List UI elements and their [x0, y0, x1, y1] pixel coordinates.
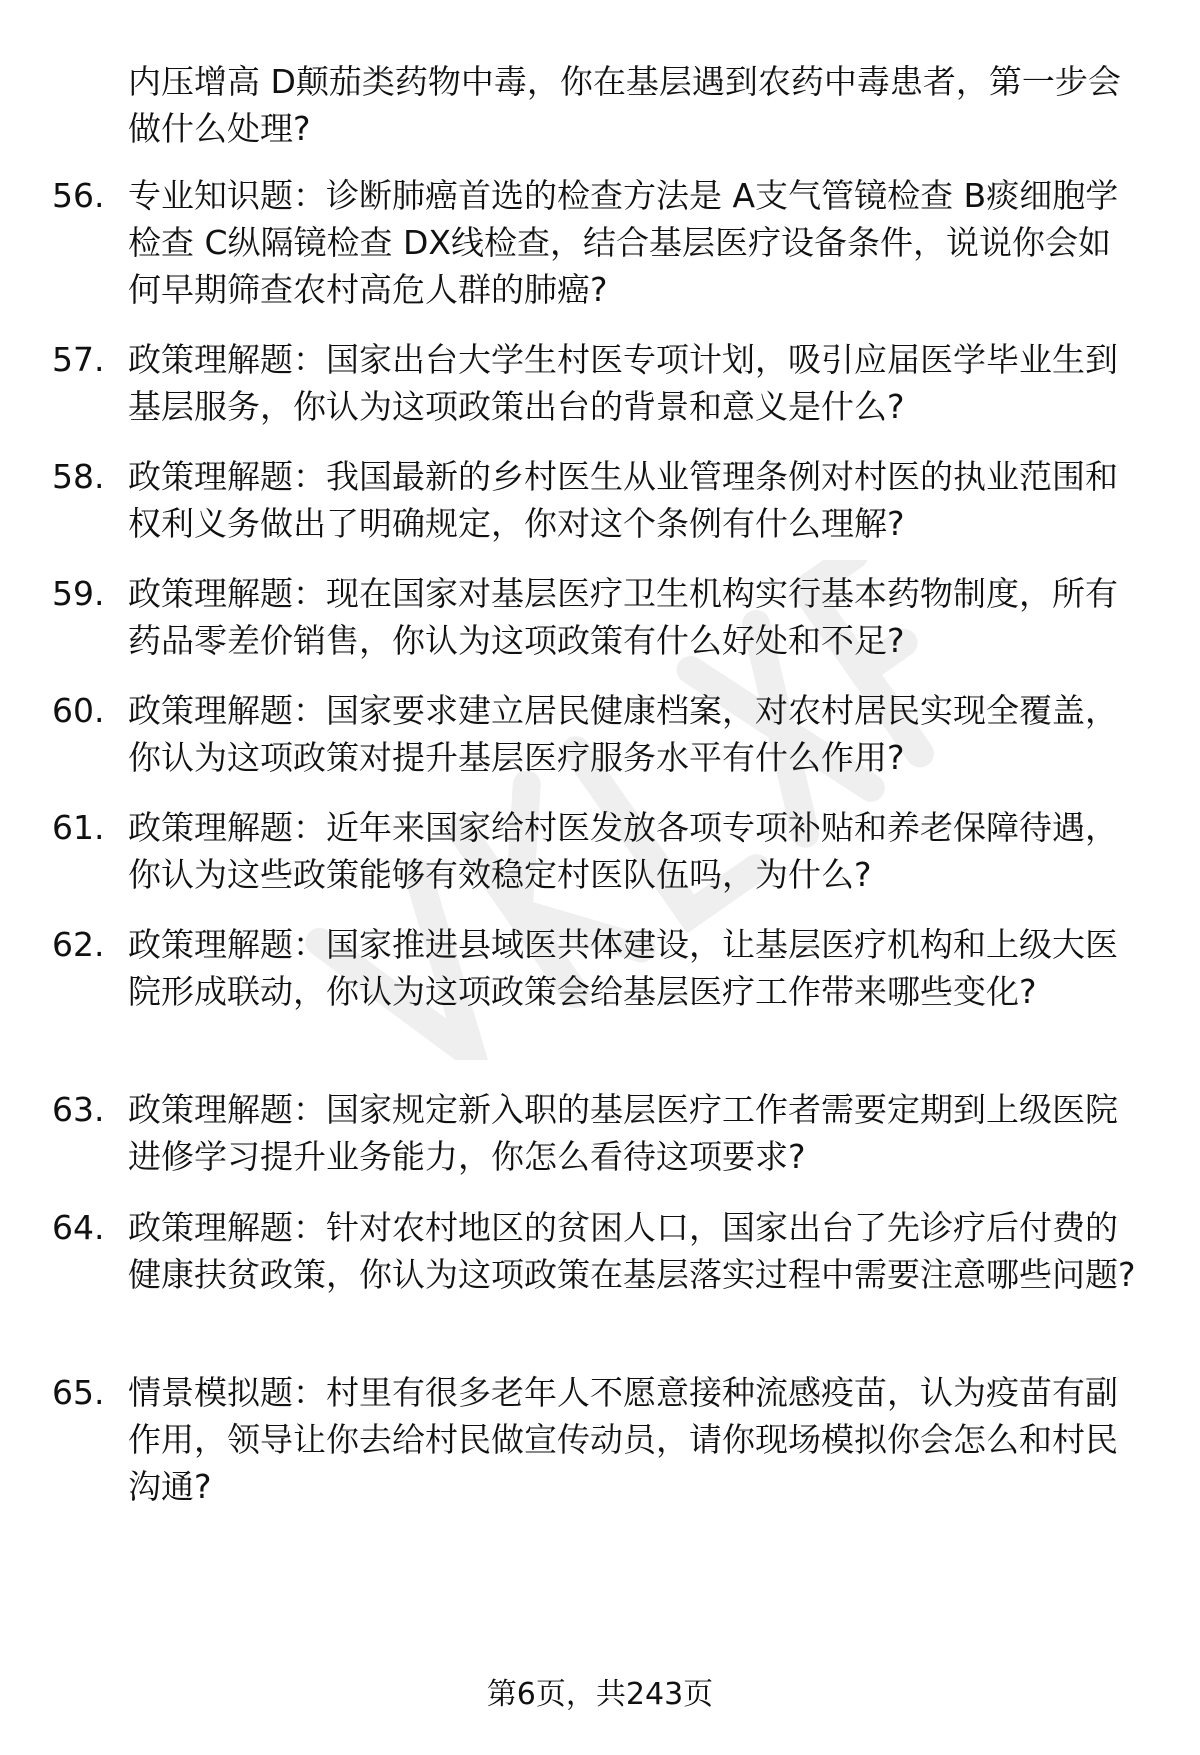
question-number: 61.	[52, 808, 105, 847]
question-text: 政策理解题：国家出台大学生村医专项计划，吸引应届医学毕业生到基层服务，你认为这项政策出台的背景和意义是什么?	[128, 340, 1118, 426]
question-text: 政策理解题：针对农村地区的贫困人口，国家出台了先诊疗后付费的健康扶贫政策，你认为这项政策在基层落实过程中需要注意哪些问题?	[128, 1208, 1136, 1294]
question-text: 情景模拟题：村里有很多老年人不愿意接种流感疫苗，认为疫苗有副作用，领导让你去给村民做宣传动员，请你现场模拟你会怎么和村民沟通?	[128, 1373, 1118, 1506]
question-text: 政策理解题：国家规定新入职的基层医疗工作者需要定期到上级医院进修学习提升业务能力，你怎么看待这项要求?	[128, 1090, 1118, 1176]
continuation-paragraph: 内压增高 D颠茄类药物中毒，你在基层遇到农药中毒患者，第一步会做什么处理?	[128, 62, 1121, 148]
question-number: 56.	[52, 176, 105, 215]
question-text: 政策理解题：我国最新的乡村医生从业管理条例对村医的执业范围和权利义务做出了明确规定，你对这个条例有什么理解?	[128, 457, 1118, 543]
question-text: 政策理解题：国家推进县域医共体建设，让基层医疗机构和上级大医院形成联动，你认为这项政策会给基层医疗工作带来哪些变化?	[128, 925, 1118, 1011]
question-number: 60.	[52, 691, 105, 730]
question-text: 政策理解题：近年来国家给村医发放各项专项补贴和养老保障待遇，你认为这些政策能够有效稳定村医队伍吗，为什么?	[128, 808, 1118, 894]
question-number: 58.	[52, 457, 105, 496]
question-text: 政策理解题：现在国家对基层医疗卫生机构实行基本药物制度，所有药品零差价销售，你认为这项政策有什么好处和不足?	[128, 574, 1118, 660]
question-number: 62.	[52, 925, 105, 964]
question-number: 64.	[52, 1208, 105, 1247]
question-number: 65.	[52, 1373, 105, 1412]
question-text: 政策理解题：国家要求建立居民健康档案，对农村居民实现全覆盖，你认为这项政策对提升基层医疗服务水平有什么作用?	[128, 691, 1118, 777]
question-number: 57.	[52, 340, 105, 379]
question-number: 63.	[52, 1090, 105, 1129]
page-footer: 第6页，共243页	[486, 1677, 714, 1712]
question-number: 59.	[52, 574, 105, 613]
question-text: 专业知识题：诊断肺癌首选的检查方法是 A支气管镜检查 B痰细胞学检查 C纵隔镜检查 DX线检查，结合基层医疗设备条件，说说你会如何早期筛查农村高危人群的肺癌?	[128, 176, 1119, 309]
